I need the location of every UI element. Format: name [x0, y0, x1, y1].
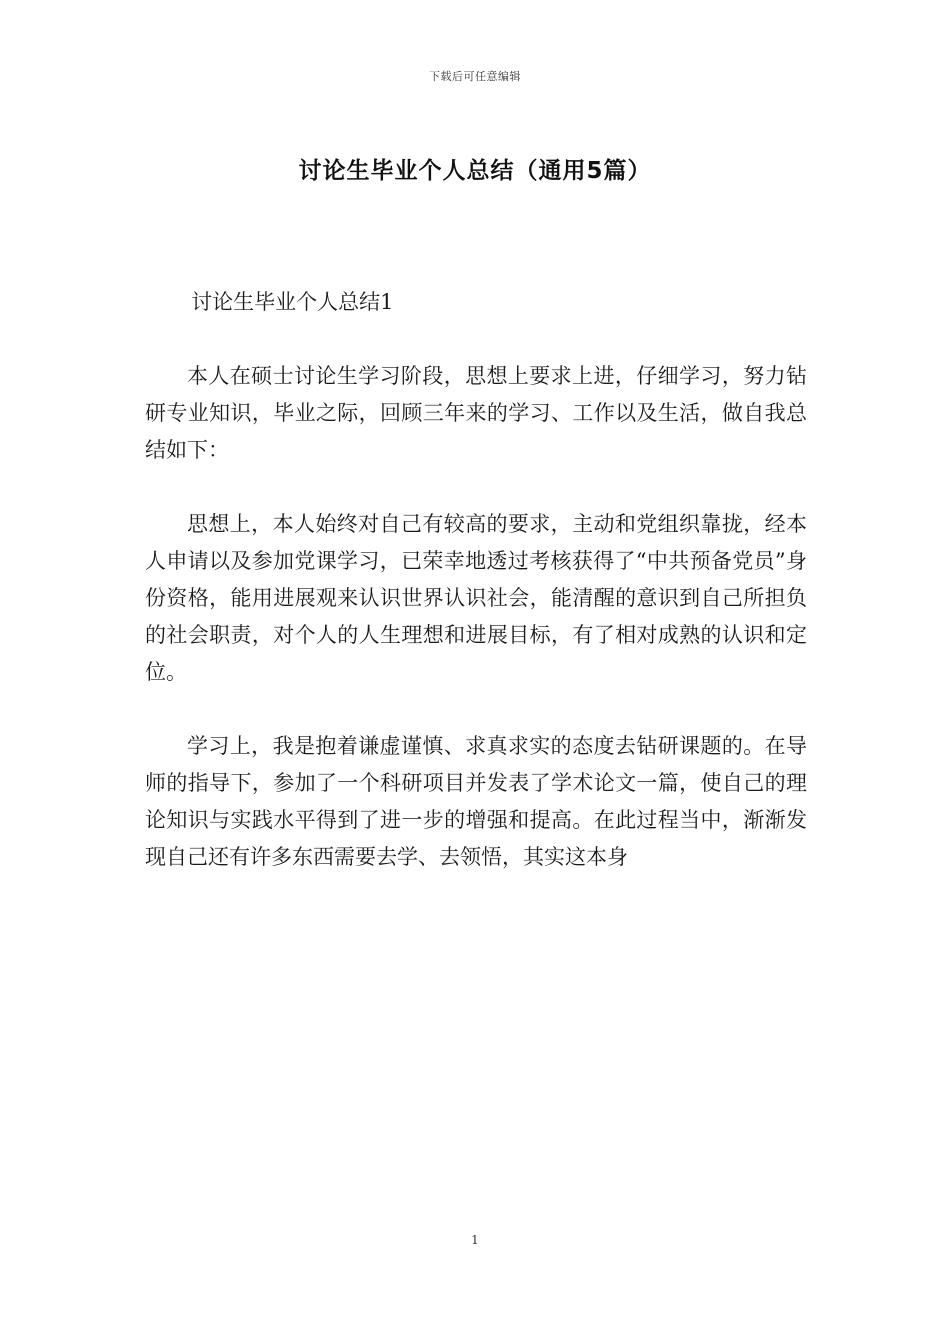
section-heading: 讨论生毕业个人总结1: [191, 290, 394, 314]
document-body: [145, 284, 807, 913]
page-number: 1: [471, 1233, 479, 1247]
page-title: 讨论生毕业个人总结（通用5篇）: [298, 158, 652, 184]
paragraph-3: 学习上，我是抱着谦虚谨慎、求真求实的态度去钻研课题的。在导师的指导下，参加了一个科研项目并发表了学术论文一篇，使自己的理论知识与实践水平得到了进一步的增强和提高。在此过程当中，渐渐发现自己还有许多东西需要去学、去领悟，其实这本身: [145, 734, 807, 869]
header-note: 下载后可任意编辑: [429, 70, 521, 83]
paragraph-2: 思想上，本人始终对自己有较高的要求，主动和党组织靠拢，经本人申请以及参加党课学习，已荣幸地透过考核获得了“中共预备党员”身份资格，能用进展观来认识世界认识社会，能清醒的意识到自己所担负的社会职责，对个人的人生理想和进展目标，有了相对成熟的认识和定位。: [145, 512, 807, 684]
paragraph-1: 本人在硕士讨论生学习阶段，思想上要求上进，仔细学习，努力钻研专业知识，毕业之际，回顾三年来的学习、工作以及生活，做自我总结如下：: [145, 364, 807, 462]
